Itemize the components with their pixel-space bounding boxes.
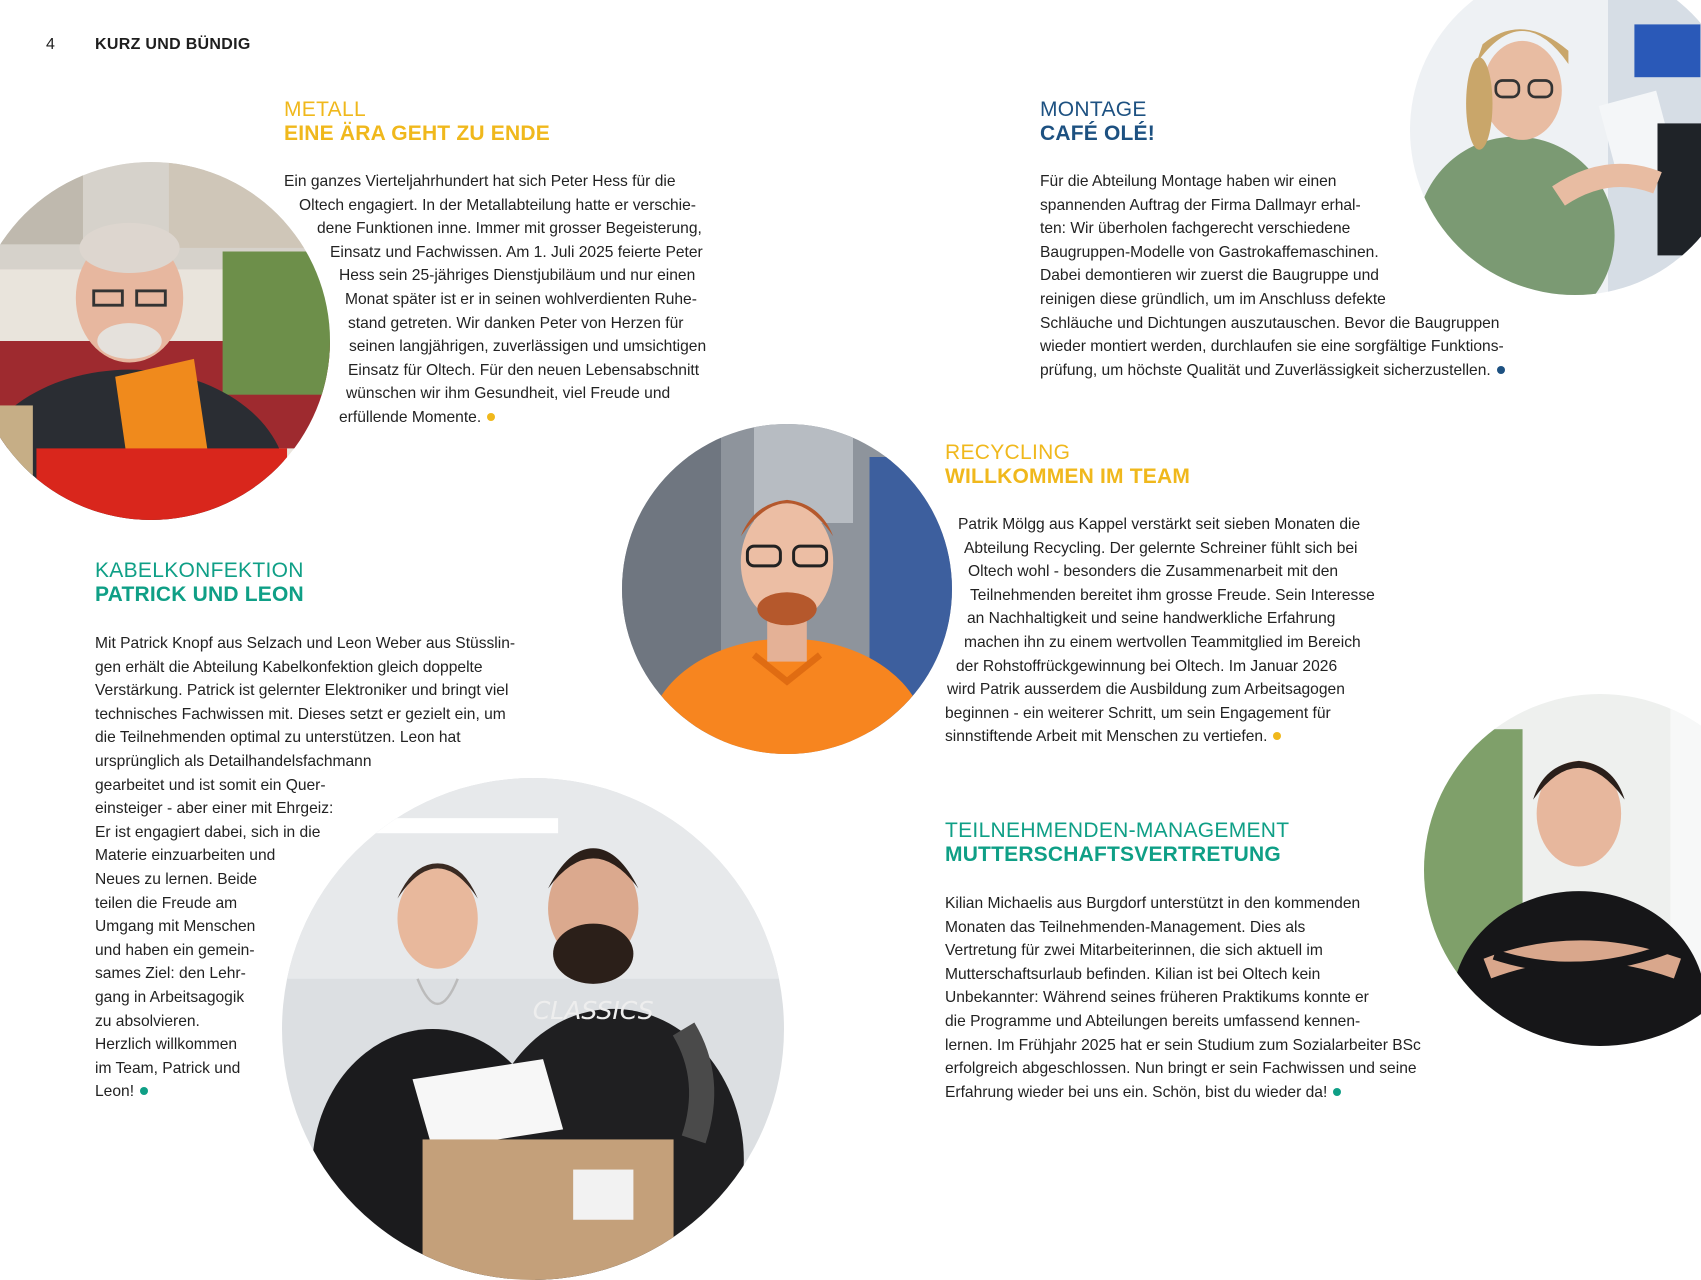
text-line: die Teilnehmenden optimal zu unterstützen. Leon hat [95,726,595,750]
text-line: im Team, Patrick und [95,1057,595,1081]
end-dot-icon [487,413,495,421]
text-line: erfolgreich abgeschlossen. Nun bringt er sein Fachwissen und seine [945,1057,1505,1081]
text-line: machen ihn zu einem wertvollen Teammitglied im Bereich [0,631,1500,655]
headline-metall: EINE ÄRA GEHT ZU ENDE [284,122,550,146]
text-line: Neues zu lernen. Beide [95,868,595,892]
text-line: Er ist engagiert dabei, sich in die [95,821,595,845]
text-line: technisches Fachwissen mit. Dieses setzt er gezielt ein, um [95,703,595,727]
kicker-kabelkonfektion: KABELKONFEKTION [95,559,304,583]
kicker-montage: MONTAGE [1040,98,1155,122]
kicker-recycling: RECYCLING [945,441,1190,465]
text-line: Unbekannter: Während seines früheren Praktikums konnte er [945,986,1505,1010]
text-line: spannenden Auftrag der Firma Dallmayr erhal- [1040,194,1600,218]
text-line: gen erhält die Abteilung Kabelkonfektion gleich doppelte [95,656,595,680]
end-dot-icon [1333,1088,1341,1096]
text-line: seinen langjährigen, zuverlässigen und umsichtigen [0,335,760,359]
headline-recycling: WILLKOMMEN IM TEAM [945,465,1190,489]
end-dot-icon [1497,366,1505,374]
svg-text:CLASSICS: CLASSICS [533,996,654,1025]
text-line: Für die Abteilung Montage haben wir einen [1040,170,1600,194]
text-line: wird Patrik ausserdem die Ausbildung zum Arbeitsagogen [0,678,1500,702]
text-line: erfüllende Momente. [0,406,760,430]
text-line: gearbeitet und ist somit ein Quer- [95,774,595,798]
text-line: Schläuche und Dichtungen auszutauschen. Bevor die Baugruppen [1040,312,1600,336]
text-line: Materie einzuarbeiten und [95,844,595,868]
text-line: teilen die Freude am [95,892,595,916]
text-line: gang in Arbeitsagogik [95,986,595,1010]
text-line: Abteilung Recycling. Der gelernte Schreiner fühlt sich bei [0,537,1500,561]
text-line: Baugruppen-Modelle von Gastrokaffemaschinen. [1040,241,1600,265]
headline-kabelkonfektion: PATRICK UND LEON [95,583,304,607]
text-line: reinigen diese gründlich, um im Anschluss defekte [1040,288,1600,312]
text-line: Einsatz für Oltech. Für den neuen Lebensabschnitt [0,359,760,383]
text-line: Verstärkung. Patrick ist gelernter Elektroniker und bringt viel [95,679,595,703]
text-line: Mutterschaftsurlaub befinden. Kilian ist bei Oltech kein [945,963,1505,987]
text-line: sinnstiftende Arbeit mit Menschen zu vertiefen. [0,725,1500,749]
article-montage [1040,98,1155,146]
text-line: Umgang mit Menschen [95,915,595,939]
headline-teilnehmenden: MUTTERSCHAFTSVERTRETUNG [945,843,1289,867]
text-line: einsteiger - aber einer mit Ehrgeiz: [95,797,595,821]
text-line: Oltech wohl - besonders die Zusammenarbeit mit den [0,560,1500,584]
article-kabelkonfektion [95,559,304,607]
text-line: Dabei demontieren wir zuerst die Baugruppe und [1040,264,1600,288]
text-line: Herzlich willkommen [95,1033,595,1057]
text-line: Monat später ist er in seinen wohlverdienten Ruhe- [0,288,760,312]
page-number: 4 [46,36,55,54]
section-title: KURZ UND BÜNDIG [95,36,251,54]
end-dot-icon [1273,732,1281,740]
text-line: sames Ziel: den Lehr- [95,962,595,986]
headline-montage: CAFÉ OLÉ! [1040,122,1155,146]
article-teilnehmenden-management [945,819,1289,867]
text-line: und haben ein gemein- [95,939,595,963]
text-line: dene Funktionen inne. Immer mit grosser Begeisterung, [0,217,760,241]
text-line: Oltech engagiert. In der Metallabteilung hatte er verschie- [0,194,760,218]
text-line: Einsatz und Fachwissen. Am 1. Juli 2025 feierte Peter [0,241,760,265]
text-line: Patrik Mölgg aus Kappel verstärkt seit sieben Monaten die [0,513,1500,537]
text-line: Monaten das Teilnehmenden-Management. Dies als [945,916,1505,940]
kicker-metall: METALL [284,98,550,122]
text-line: Leon! [95,1080,595,1104]
text-line: Teilnehmenden bereitet ihm grosse Freude. Sein Interesse [0,584,1500,608]
kicker-teilnehmenden: TEILNEHMENDEN-MANAGEMENT [945,819,1289,843]
text-line: Vertretung für zwei Mitarbeiterinnen, die sich aktuell im [945,939,1505,963]
text-line: ten: Wir überholen fachgerecht verschiedene [1040,217,1600,241]
text-line: lernen. Im Frühjahr 2025 hat er sein Studium zum Sozialarbeiter BSc [945,1034,1505,1058]
body-metall [0,170,760,430]
text-line: an Nachhaltigkeit und seine handwerkliche Erfahrung [0,607,1500,631]
end-dot-icon [140,1087,148,1095]
body-teilnehmenden [945,892,1505,1104]
text-line: prüfung, um höchste Qualität und Zuverlässigkeit sicherzustellen. [1040,359,1600,383]
text-line: stand getreten. Wir danken Peter von Herzen für [0,312,760,336]
body-kabelkonfektion [95,632,595,1104]
text-line: Kilian Michaelis aus Burgdorf unterstützt in den kommenden [945,892,1505,916]
text-line: beginnen - ein weiterer Schritt, um sein Engagement für [0,702,1500,726]
text-line: wünschen wir ihm Gesundheit, viel Freude und [0,382,760,406]
body-montage [1040,170,1600,382]
text-line: die Programme und Abteilungen bereits umfassend kennen- [945,1010,1505,1034]
text-line: Ein ganzes Vierteljahrhundert hat sich Peter Hess für die [0,170,760,194]
text-line: wieder montiert werden, durchlaufen sie eine sorgfältige Funktions- [1040,335,1600,359]
text-line: Mit Patrick Knopf aus Selzach und Leon Weber aus Stüsslin- [95,632,595,656]
text-line: Hess sein 25-jähriges Dienstjubiläum und nur einen [0,264,760,288]
article-recycling [945,441,1190,489]
article-metall [284,98,550,146]
text-line: Erfahrung wieder bei uns ein. Schön, bist du wieder da! [945,1081,1505,1105]
text-line: zu absolvieren. [95,1010,595,1034]
text-line: der Rohstoffrückgewinnung bei Oltech. Im Januar 2026 [0,655,1500,679]
text-line: ursprünglich als Detailhandelsfachmann [95,750,595,774]
